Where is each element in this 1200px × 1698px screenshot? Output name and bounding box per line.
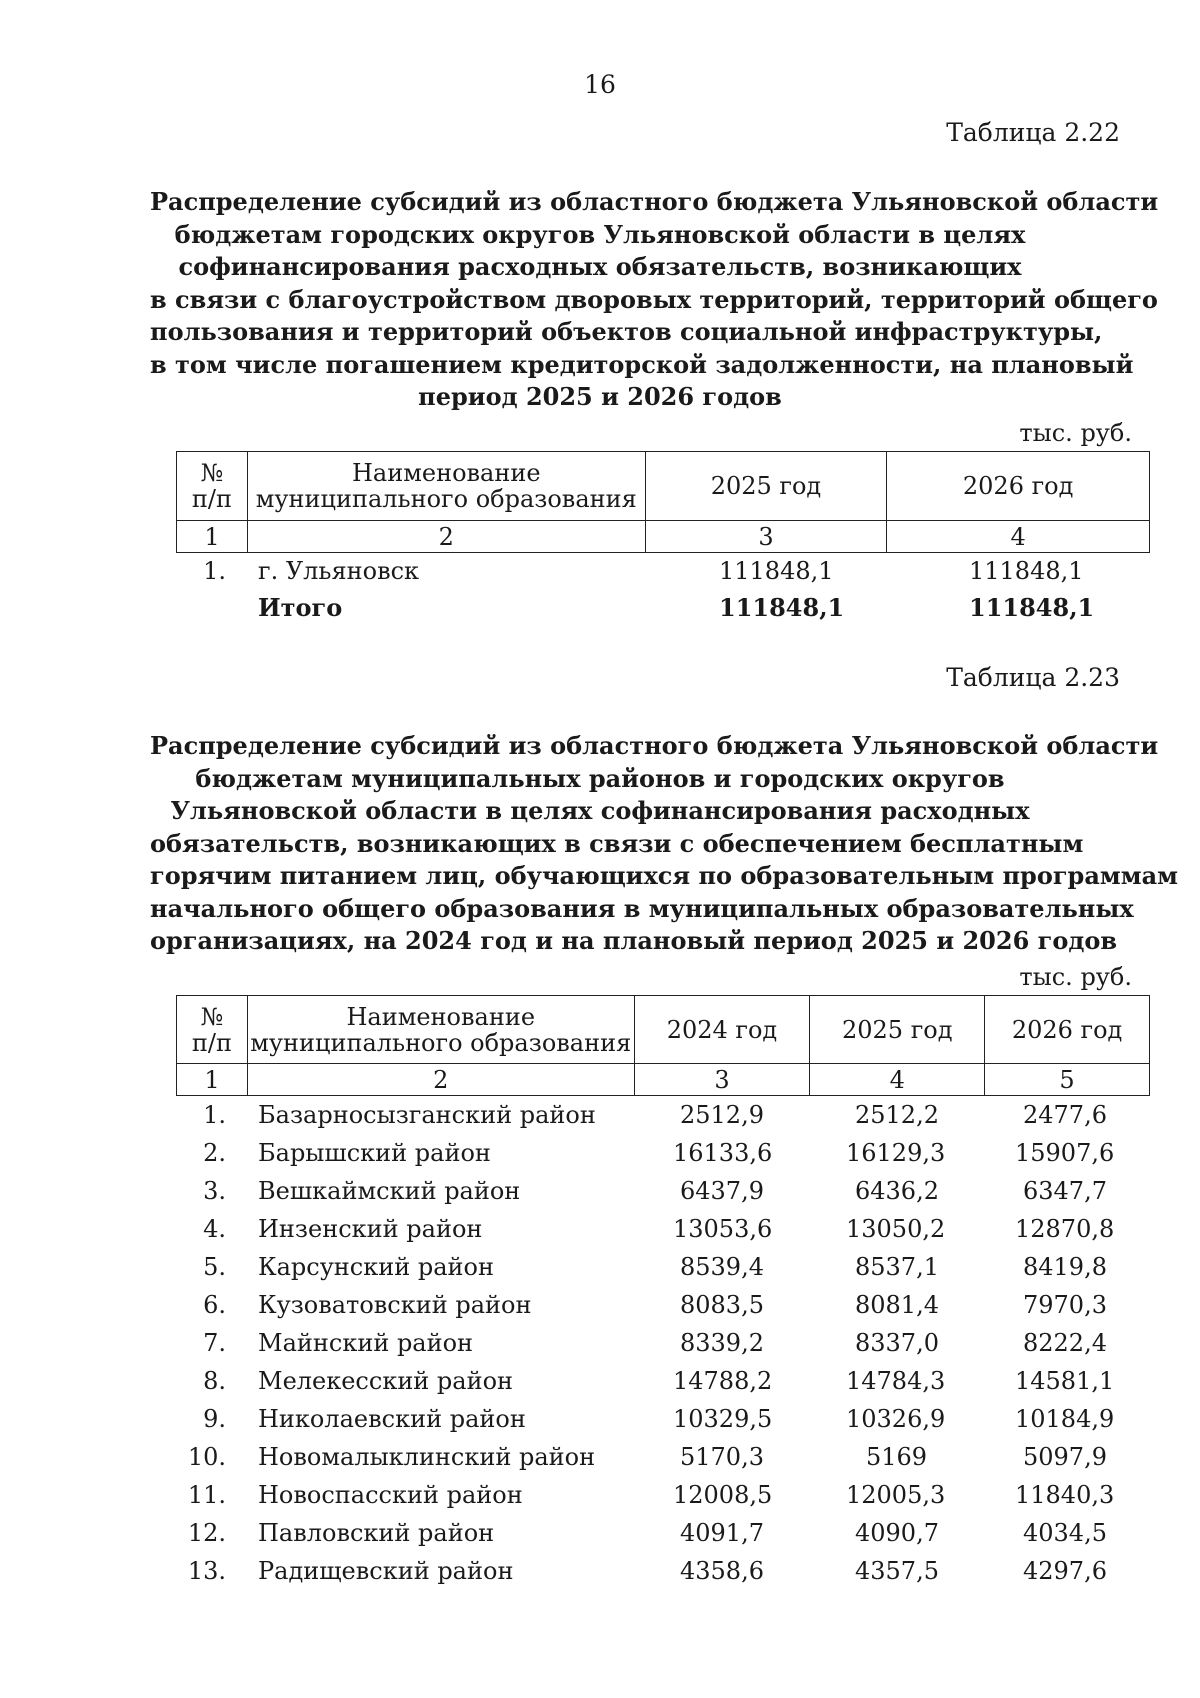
row-value-2026: 5097,9 <box>1023 1443 1107 1471</box>
table-row <box>0 1177 1200 1213</box>
row-number: 5. <box>203 1253 226 1281</box>
row-value-2024: 6437,9 <box>680 1177 764 1205</box>
row-value-2026: 4034,5 <box>1023 1519 1107 1547</box>
page-number: 16 <box>584 70 616 99</box>
row-value-2026: 12870,8 <box>1015 1215 1115 1243</box>
title-line: софинансирования расходных обязательств, возникающих <box>178 252 1022 281</box>
row-value-2026: 4297,6 <box>1023 1557 1107 1585</box>
title-line: бюджетам городских округов Ульяновской области в целях <box>174 219 1026 249</box>
row-number: 2. <box>203 1139 226 1167</box>
row-name: г. Ульяновск <box>258 557 420 585</box>
row-name: Барышский район <box>258 1139 491 1167</box>
header-cell-number: № п/п <box>177 996 248 1064</box>
table-caption: Таблица 2.23 <box>946 663 1120 692</box>
header-cell-2026: 2026 год <box>887 452 1150 521</box>
total-row <box>0 593 1200 629</box>
row-value-2025: 8081,4 <box>855 1291 939 1319</box>
header-cell-name: Наименование муниципального образования <box>247 452 645 521</box>
row-number: 11. <box>187 1481 226 1509</box>
table-title <box>150 186 1159 414</box>
row-number: 13. <box>187 1557 226 1585</box>
row-value-2026: 7970,3 <box>1023 1291 1107 1319</box>
header-cell-2026: 2026 год <box>985 996 1150 1064</box>
table-row <box>0 1139 1200 1175</box>
header-cell-name: Наименование муниципального образования <box>247 996 634 1064</box>
title-line: горячим питанием лиц, обучающихся по образовательным программам <box>150 861 1178 890</box>
row-value-2026: 11840,3 <box>1015 1481 1115 1509</box>
title-line: в том числе погашением кредиторской задолженности, на плановый <box>150 349 1134 379</box>
table-row <box>0 1519 1200 1555</box>
table-row <box>0 1291 1200 1327</box>
column-number: 2 <box>247 1064 634 1096</box>
row-value-2025: 8537,1 <box>855 1253 939 1281</box>
row-value-2026: 111848,1 <box>969 557 1084 585</box>
row-value-2026: 14581,1 <box>1015 1367 1115 1395</box>
row-number: 12. <box>187 1519 226 1547</box>
row-name: Новоспасский район <box>258 1481 523 1509</box>
table-row <box>0 1253 1200 1289</box>
row-value-2024: 4358,6 <box>680 1557 764 1585</box>
column-number: 1 <box>177 521 248 553</box>
table-row <box>0 1329 1200 1365</box>
row-value-2026: 8222,4 <box>1023 1329 1107 1357</box>
unit-label: тыс. руб. <box>1019 419 1132 447</box>
row-name: Павловский район <box>258 1519 495 1547</box>
row-number: 7. <box>203 1329 226 1357</box>
table-caption: Таблица 2.22 <box>946 118 1120 147</box>
row-value-2024: 14788,2 <box>673 1367 773 1395</box>
row-value-2024: 5170,3 <box>680 1443 764 1471</box>
row-value-2024: 8339,2 <box>680 1329 764 1357</box>
row-value-2026: 10184,9 <box>1015 1405 1115 1433</box>
header-cell-2024: 2024 год <box>634 996 810 1064</box>
table-row <box>0 1557 1200 1593</box>
row-name: Карсунский район <box>258 1253 494 1281</box>
row-value-2025: 12005,3 <box>846 1481 946 1509</box>
total-label: Итого <box>258 593 343 622</box>
header-cell-number: № п/п <box>177 452 248 521</box>
title-line: пользования и территорий объектов социальной инфраструктуры, <box>150 317 1103 346</box>
row-name: Кузоватовский район <box>258 1291 532 1319</box>
row-number: 10. <box>187 1443 226 1471</box>
header-cell-2025: 2025 год <box>810 996 985 1064</box>
row-value-2026: 6347,7 <box>1023 1177 1107 1205</box>
title-line: обязательств, возникающих в связи с обеспечением бесплатным <box>150 828 1084 858</box>
table-row <box>0 1405 1200 1441</box>
row-value-2025: 4357,5 <box>855 1557 939 1585</box>
row-number: 4. <box>203 1215 226 1243</box>
row-value-2025: 5169 <box>866 1443 928 1471</box>
table-header <box>176 995 1150 1096</box>
header-cell-2025: 2025 год <box>645 452 887 521</box>
row-value-2024: 4091,7 <box>680 1519 764 1547</box>
row-value-2024: 16133,6 <box>673 1139 773 1167</box>
column-number: 5 <box>985 1064 1150 1096</box>
unit-label: тыс. руб. <box>1019 963 1132 991</box>
table-row <box>0 1215 1200 1251</box>
title-line: Распределение субсидий из областного бюджета Ульяновской области <box>150 731 1159 760</box>
column-number: 3 <box>645 521 887 553</box>
title-line: бюджетам муниципальных районов и городских округов <box>195 763 1005 793</box>
row-name: Майнский район <box>258 1329 474 1357</box>
row-number: 6. <box>203 1291 226 1319</box>
row-value-2026: 8419,8 <box>1023 1253 1107 1281</box>
column-number: 1 <box>177 1064 248 1096</box>
title-line: период 2025 и 2026 годов <box>418 382 782 411</box>
column-number: 3 <box>634 1064 810 1096</box>
row-name: Мелекесский район <box>258 1367 514 1395</box>
total-value-2025: 111848,1 <box>719 593 845 622</box>
title-line: Распределение субсидий из областного бюджета Ульяновской области <box>150 187 1159 216</box>
row-value-2025: 6436,2 <box>855 1177 939 1205</box>
row-value-2025: 8337,0 <box>855 1329 939 1357</box>
title-line: начального общего образования в муниципальных образовательных <box>150 893 1134 923</box>
row-value-2025: 10326,9 <box>846 1405 946 1433</box>
row-number: 3. <box>203 1177 226 1205</box>
column-number: 4 <box>810 1064 985 1096</box>
row-value-2026: 15907,6 <box>1015 1139 1115 1167</box>
row-name: Вешкаймский район <box>258 1177 521 1205</box>
row-number: 1. <box>203 557 226 585</box>
row-name: Инзенский район <box>258 1215 483 1243</box>
row-value-2025: 16129,3 <box>846 1139 946 1167</box>
row-value-2024: 8083,5 <box>680 1291 764 1319</box>
row-value-2025: 4090,7 <box>855 1519 939 1547</box>
table-row <box>0 1481 1200 1517</box>
row-value-2025: 14784,3 <box>846 1367 946 1395</box>
table-row <box>0 1443 1200 1479</box>
row-number: 1. <box>203 1101 226 1129</box>
row-name: Николаевский район <box>258 1405 526 1433</box>
row-number: 8. <box>203 1367 226 1395</box>
row-name: Базарносызганский район <box>258 1101 596 1129</box>
row-value-2024: 8539,4 <box>680 1253 764 1281</box>
table-row <box>0 557 1200 593</box>
table-row <box>0 1101 1200 1137</box>
row-value-2025: 2512,2 <box>855 1101 939 1129</box>
row-value-2024: 12008,5 <box>673 1481 773 1509</box>
title-line: Ульяновской области в целях софинансирования расходных <box>170 796 1030 825</box>
column-number: 4 <box>887 521 1150 553</box>
row-value-2024: 2512,9 <box>680 1101 764 1129</box>
total-value-2026: 111848,1 <box>969 593 1095 622</box>
row-value-2026: 2477,6 <box>1023 1101 1107 1129</box>
row-value-2025: 111848,1 <box>719 557 834 585</box>
table-title <box>150 730 1178 958</box>
title-line: организациях, на 2024 год и на плановый период 2025 и 2026 годов <box>150 926 1118 955</box>
row-value-2024: 13053,6 <box>673 1215 773 1243</box>
table-header <box>176 451 1150 553</box>
table-row <box>0 1367 1200 1403</box>
row-value-2024: 10329,5 <box>673 1405 773 1433</box>
row-number: 9. <box>203 1405 226 1433</box>
title-line: в связи с благоустройством дворовых территорий, территорий общего <box>150 284 1158 314</box>
column-number: 2 <box>247 521 645 553</box>
row-name: Радищевский район <box>258 1557 514 1585</box>
row-name: Новомалыклинский район <box>258 1443 596 1471</box>
row-value-2025: 13050,2 <box>846 1215 946 1243</box>
